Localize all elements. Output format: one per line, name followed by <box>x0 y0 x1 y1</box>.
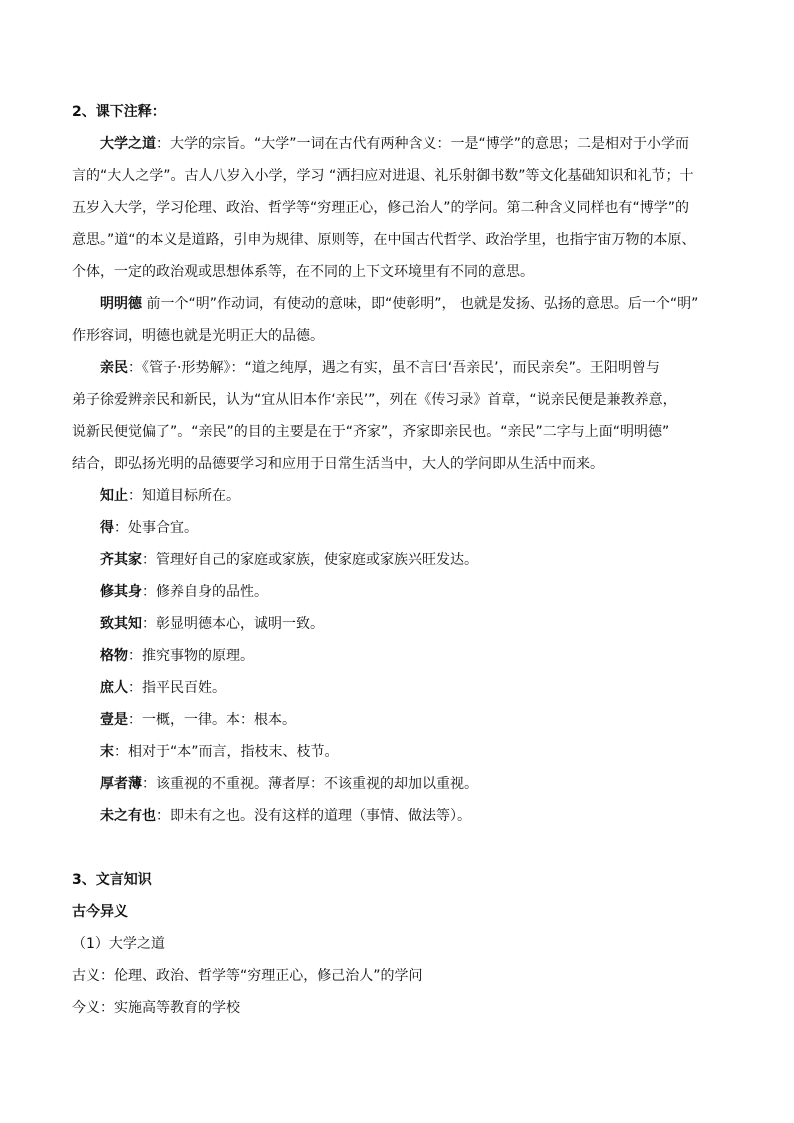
annotation-text: ：管理好自己的家庭或家族，使家庭或家族兴旺发达。 <box>142 552 478 568</box>
annotation-text: ：知道目标所在。 <box>128 488 240 504</box>
annotation-text: ：彰显明德本心，诚明一致。 <box>142 616 324 632</box>
short-annotation <box>72 480 726 512</box>
annotation-text: ：修养自身的品性。 <box>142 584 268 600</box>
annotation-term: 未之有也 <box>100 808 156 824</box>
annotation-text: ：相对于“本”而言，指枝末、枝节。 <box>114 744 339 760</box>
annotation-text: 前一个“明”作动词，有使动的意味，即“使彰明”， 也就是发扬、弘扬的意思。后一个“明” <box>142 296 699 312</box>
annotation-line: 弟子徐爱辨亲民和新民，认为“宜从旧本作‘亲民’”，列在《传习录》首章，“说亲民便是兼教养意， <box>72 392 677 408</box>
annotation-term: 致其知 <box>100 616 142 632</box>
annotation-term: 壹是 <box>100 712 128 728</box>
annotation-term: 得 <box>100 520 114 536</box>
annotation-text: ：该重视的不重视。薄者厚：不该重视的却加以重视。 <box>142 776 478 792</box>
annotation-text: ：一概，一律。本：根本。 <box>128 712 296 728</box>
short-annotation <box>72 576 726 608</box>
annotation-line: 个体，一定的政治观或思想体系等，在不同的上下文环境里有不同的意思。 <box>72 264 534 280</box>
annotation-term: 修其身 <box>100 584 142 600</box>
short-annotation <box>72 608 726 640</box>
annotation-term: 明明德 <box>100 296 142 312</box>
annotation-entry <box>72 352 726 480</box>
modern-meaning: 今义：实施高等教育的学校 <box>72 1000 240 1016</box>
annotation-line: 结合，即弘扬光明的品德要学习和应用于日常生活当中，大人的学问即从生活中而来。 <box>72 456 604 472</box>
annotation-term: 大学之道 <box>100 136 156 152</box>
short-annotation <box>72 640 726 672</box>
annotation-line: 说新民便觉偏了”。“亲民”的目的主要是在于“齐家”，齐家即亲民也。“亲民”二字与上面“明明德” <box>72 424 670 440</box>
annotation-term: 知止 <box>100 488 128 504</box>
short-annotation <box>72 544 726 576</box>
short-annotation <box>72 768 726 800</box>
annotation-line <box>72 352 726 384</box>
annotation-term: 亲民 <box>100 360 128 376</box>
annotation-entry <box>72 288 726 352</box>
subheading-word-meaning: 古今异义 <box>72 904 128 920</box>
section-heading-classical-knowledge: 3、文言知识 <box>72 872 152 888</box>
annotation-term: 格物 <box>100 648 128 664</box>
short-annotation <box>72 704 726 736</box>
short-annotation <box>72 736 726 768</box>
ancient-meaning: 古义：伦理、政治、哲学等“穷理正心，修己治人”的学问 <box>72 968 423 984</box>
annotation-text: ：即未有之也。没有这样的道理（事情、做法等）。 <box>156 808 471 824</box>
annotation-line: 意思。”道“的本义是道路，引申为规律、原则等，在中国古代哲学、政治学里，也指宇宙万物的本原、 <box>72 232 696 248</box>
short-annotation <box>72 800 726 832</box>
annotation-text: ：大学的宗旨。“大学”一词在古代有两种含义：一是“博学”的意思；二是相对于小学而 <box>156 136 690 152</box>
annotation-text: ：指平民百姓。 <box>128 680 226 696</box>
annotation-term: 厚者薄 <box>100 776 142 792</box>
annotation-entry <box>72 128 726 288</box>
annotation-text: ：《管子·形势解》：“道之纯厚，遇之有实，虽不言曰‘吾亲民’，而民亲矣”。王阳明曾与 <box>128 360 660 376</box>
short-annotation <box>72 512 726 544</box>
item-title: （1）大学之道 <box>72 936 165 952</box>
annotation-text: ：处事合宜。 <box>114 520 198 536</box>
short-annotation <box>72 672 726 704</box>
annotation-term: 庶人 <box>100 680 128 696</box>
annotation-term: 末 <box>100 744 114 760</box>
annotation-line: 作形容词，明德也就是光明正大的品德。 <box>72 328 324 344</box>
annotation-text: ：推究事物的原理。 <box>128 648 254 664</box>
short-annotation-list <box>72 480 726 832</box>
page-content <box>72 96 726 1024</box>
annotation-line <box>72 288 726 320</box>
section-spacer <box>72 832 726 864</box>
annotation-line <box>72 128 726 160</box>
annotation-line: 五岁入大学，学习伦理、政治、哲学等“穷理正心，修己治人”的学问。第二种含义同样也有“博学”的 <box>72 200 690 216</box>
annotation-term: 齐其家 <box>100 552 142 568</box>
annotation-line: 言的“大人之学”。古人八岁入小学，学习 “洒扫应对进退、礼乐射御书数”等文化基础知识和礼节；十 <box>72 168 694 184</box>
section-heading-annotations: 2、课下注释： <box>72 104 166 120</box>
